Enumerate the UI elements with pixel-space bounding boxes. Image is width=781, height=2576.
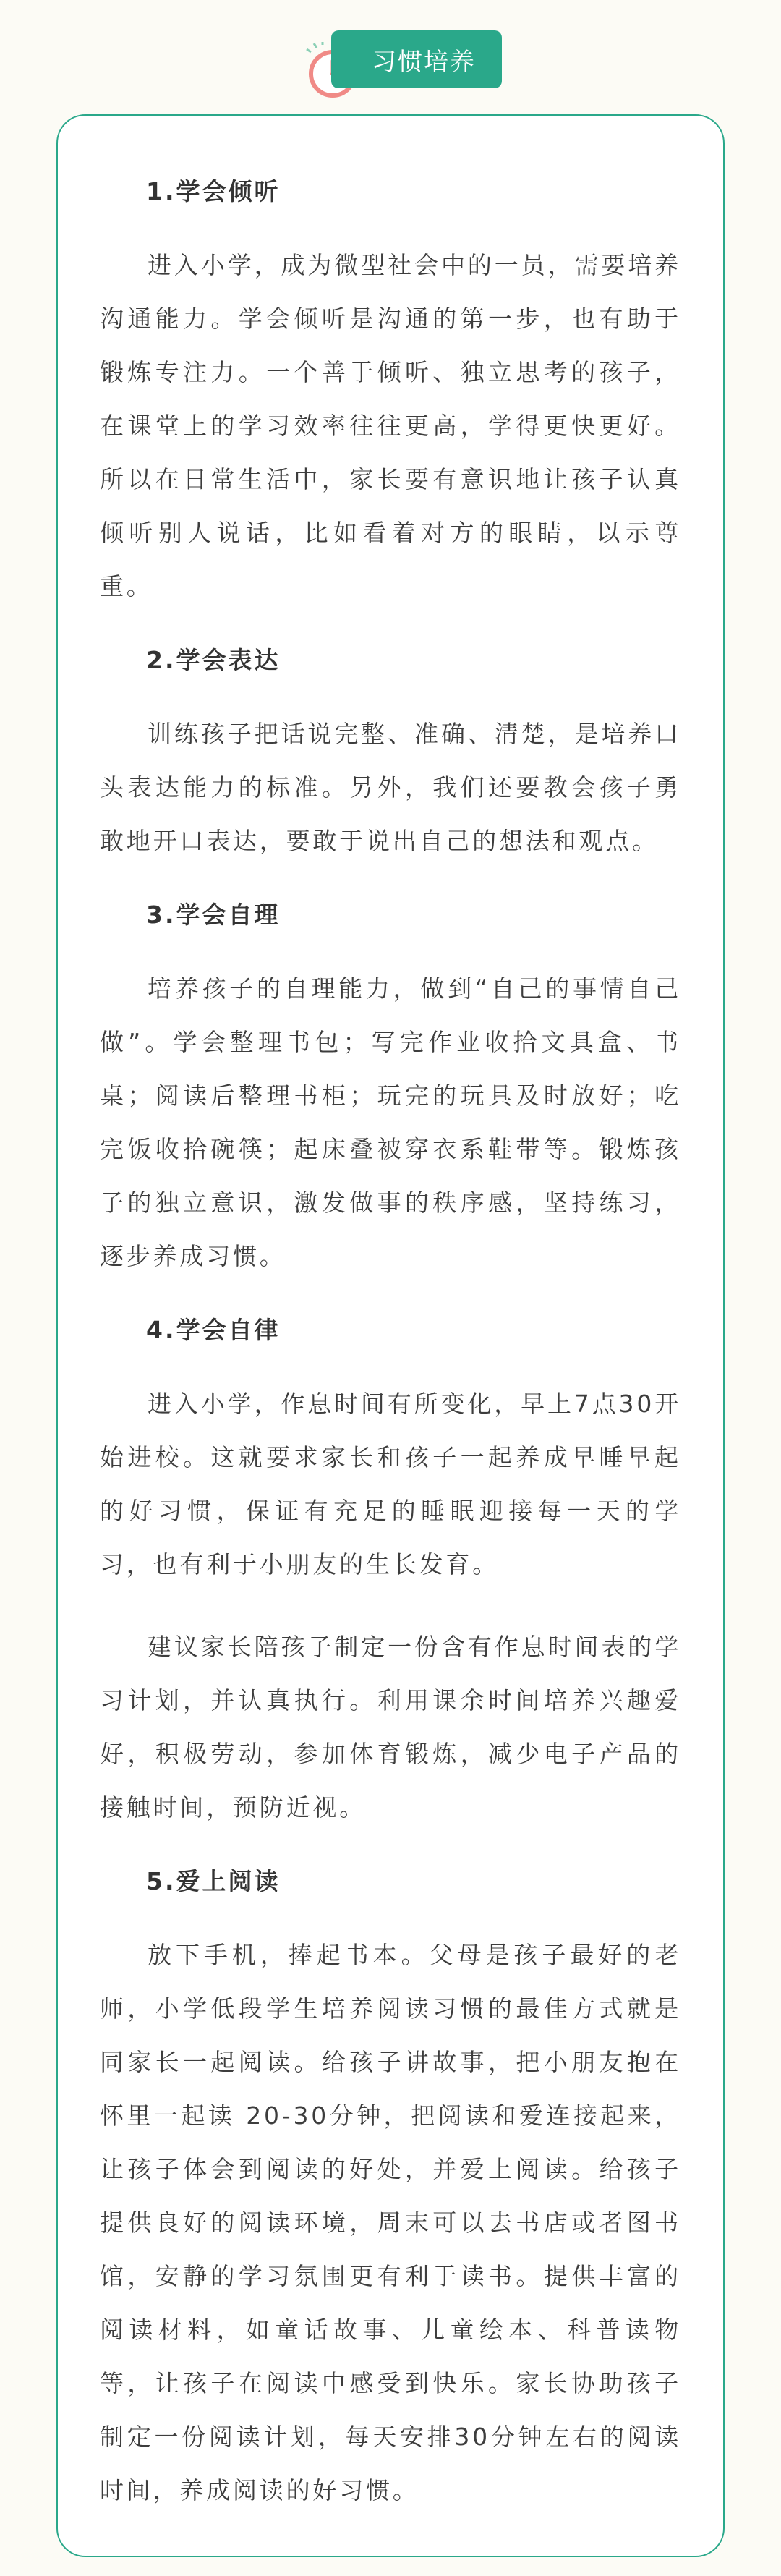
paragraph: 培养孩子的自理能力，做到“自己的事情自己做”。学会整理书包；写完作业收拾文具盒、书桌；阅读后整理书柜；玩完的玩具及时放好；吃完饭收拾碗筷；起床叠被穿衣系鞋带等。锻炼孩子的独立意识，激发做事的秩序感，坚持练习，逐步养成习惯。 — [100, 974, 681, 1270]
paragraph: 建议家长陪孩子制定一份含有作息时间表的学习计划，并认真执行。利用课余时间培养兴趣爱好，积极劳动，参加体育锻炼，减少电子产品的接触时间，预防近视。 — [100, 1633, 681, 1822]
section-title: 1.学会倾听 — [146, 177, 281, 205]
section-title: 5.爱上阅读 — [146, 1867, 281, 1895]
section-1 — [100, 174, 681, 613]
section-3 — [100, 897, 681, 1283]
section-title: 3.学会自理 — [146, 901, 281, 929]
paragraph: 放下手机，捧起书本。父母是孩子最好的老师，小学低段学生培养阅读习惯的最佳方式就是同家长一起阅读。给孩子讲故事，把小朋友抱在怀里一起读 20-30分钟，把阅读和爱连接起来，让孩子体会到阅读的好处，并爱上阅读。给孩子提供良好的阅读环境，周末可以去书店或者图书馆，安静的学习氛围更有利于读书。提供丰富的阅读材料，如童话故事、儿童绘本、科普读物等，让孩子在阅读中感受到快乐。家长协助孩子制定一份阅读计划，每天安排30分钟左右的阅读时间，养成阅读的好习惯。 — [100, 1941, 681, 2504]
section-title: 2.学会表达 — [146, 646, 281, 674]
section-4 — [100, 1312, 681, 1835]
section-2 — [100, 642, 681, 868]
paragraph: 训练孩子把话说完整、准确、清楚，是培养口头表达能力的标准。另外，我们还要教会孩子勇敢地开口表达，要敢于说出自己的想法和观点。 — [100, 720, 681, 855]
section-title: 4.学会自律 — [146, 1316, 281, 1344]
paragraph: 进入小学，成为微型社会中的一员，需要培养沟通能力。学会倾听是沟通的第一步，也有助于锻炼专注力。一个善于倾听、独立思考的孩子，在课堂上的学习效率往往更高，学得更快更好。所以在日常生活中，家长要有意识地让孩子认真倾听别人说话，比如看着对方的眼睛，以示尊重。 — [100, 251, 681, 600]
section-5 — [100, 1863, 681, 2517]
header — [0, 27, 781, 100]
paragraph: 进入小学，作息时间有所变化，早上7点30开始进校。这就要求家长和孩子一起养成早睡早起的好习惯，保证有充足的睡眠迎接每一天的学习，也有利于小朋友的生长发育。 — [100, 1390, 681, 1578]
content-card — [56, 114, 725, 2557]
page-title: 习惯培养 — [331, 30, 502, 88]
